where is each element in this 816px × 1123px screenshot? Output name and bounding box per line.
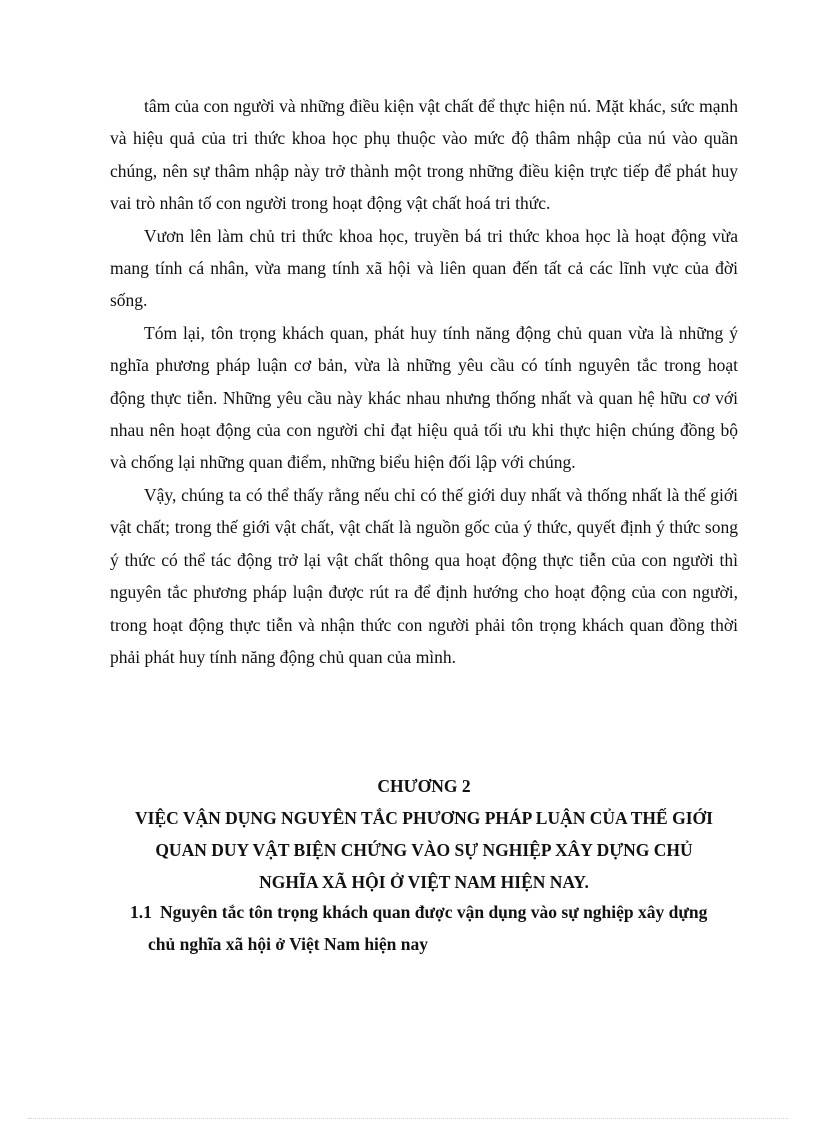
chapter-title: VIỆC VẬN DỤNG NGUYÊN TẮC PHƯƠNG PHÁP LUẬN CỦA THẾ GIỚI QUAN DUY VẬT BIỆN CHỨNG VÀO SỰ NGHIỆP XÂY DỰNG CHỦ NGHĨA XÃ HỘI Ở VIỆT NAM HIỆN NAY. — [135, 808, 713, 892]
paragraph-2: Vươn lên làm chủ tri thức khoa học, truyền bá tri thức khoa học là hoạt động vừa mang tính cá nhân, vừa mang tính xã hội và liên quan đến tất cả các lĩnh vực của đời sống. — [110, 225, 738, 311]
paragraph-4: Vậy, chúng ta có thể thấy rằng nếu chỉ có thế giới duy nhất và thống nhất là thế giới vật chất; trong thế giới vật chất, vật chất là nguồn gốc của ý thức, quyết định ý thức song ý thức có thể tác động trở lại vật chất thông qua hoạt động thực tiễn của con người thì nguyên tắc phương pháp luận được rút ra để định hướng cho hoạt động của con người, trong hoạt động thực tiễn và nhận thức con người phải tôn trọng khách quan đồng thời phải phát huy tính năng động chủ quan của mình. — [110, 484, 738, 667]
section-number: 1.1 — [130, 902, 152, 922]
page-footer-divider — [28, 1118, 788, 1119]
section-title-continuation: chủ nghĩa xã hội ở Việt Nam hiện nay — [148, 934, 429, 954]
section-title: Nguyên tắc tôn trọng khách quan được vận dụng vào sự nghiệp xây dựng — [160, 902, 708, 922]
chapter-label: CHƯƠNG 2 — [377, 776, 471, 796]
chapter-heading — [110, 770, 738, 898]
paragraph-3: Tóm lại, tôn trọng khách quan, phát huy tính năng động chủ quan vừa là những ý nghĩa phương pháp luận cơ bản, vừa là những yêu cầu có tính nguyên tắc trong hoạt động thực tiễn. Những yêu cầu này khác nhau nhưng thống nhất và quan hệ hữu cơ với nhau nên hoạt động của con người chỉ đạt hiệu quả tối ưu khi thực hiện chúng đồng bộ và chống lại những quan điểm, những biểu hiện đối lập với chúng. — [110, 322, 738, 473]
paragraph-1: tâm của con người và những điều kiện vật chất để thực hiện nú. Mặt khác, sức mạnh và hiệu quả của tri thức khoa học phụ thuộc vào mức độ thâm nhập của nú vào quần chúng, nên sự thâm nhập này trở thành một trong những điều kiện trực tiếp để phát huy vai trò nhân tố con người trong hoạt động vật chất hoá tri thức. — [110, 96, 738, 214]
body-text — [110, 90, 738, 673]
section-heading — [130, 896, 745, 960]
